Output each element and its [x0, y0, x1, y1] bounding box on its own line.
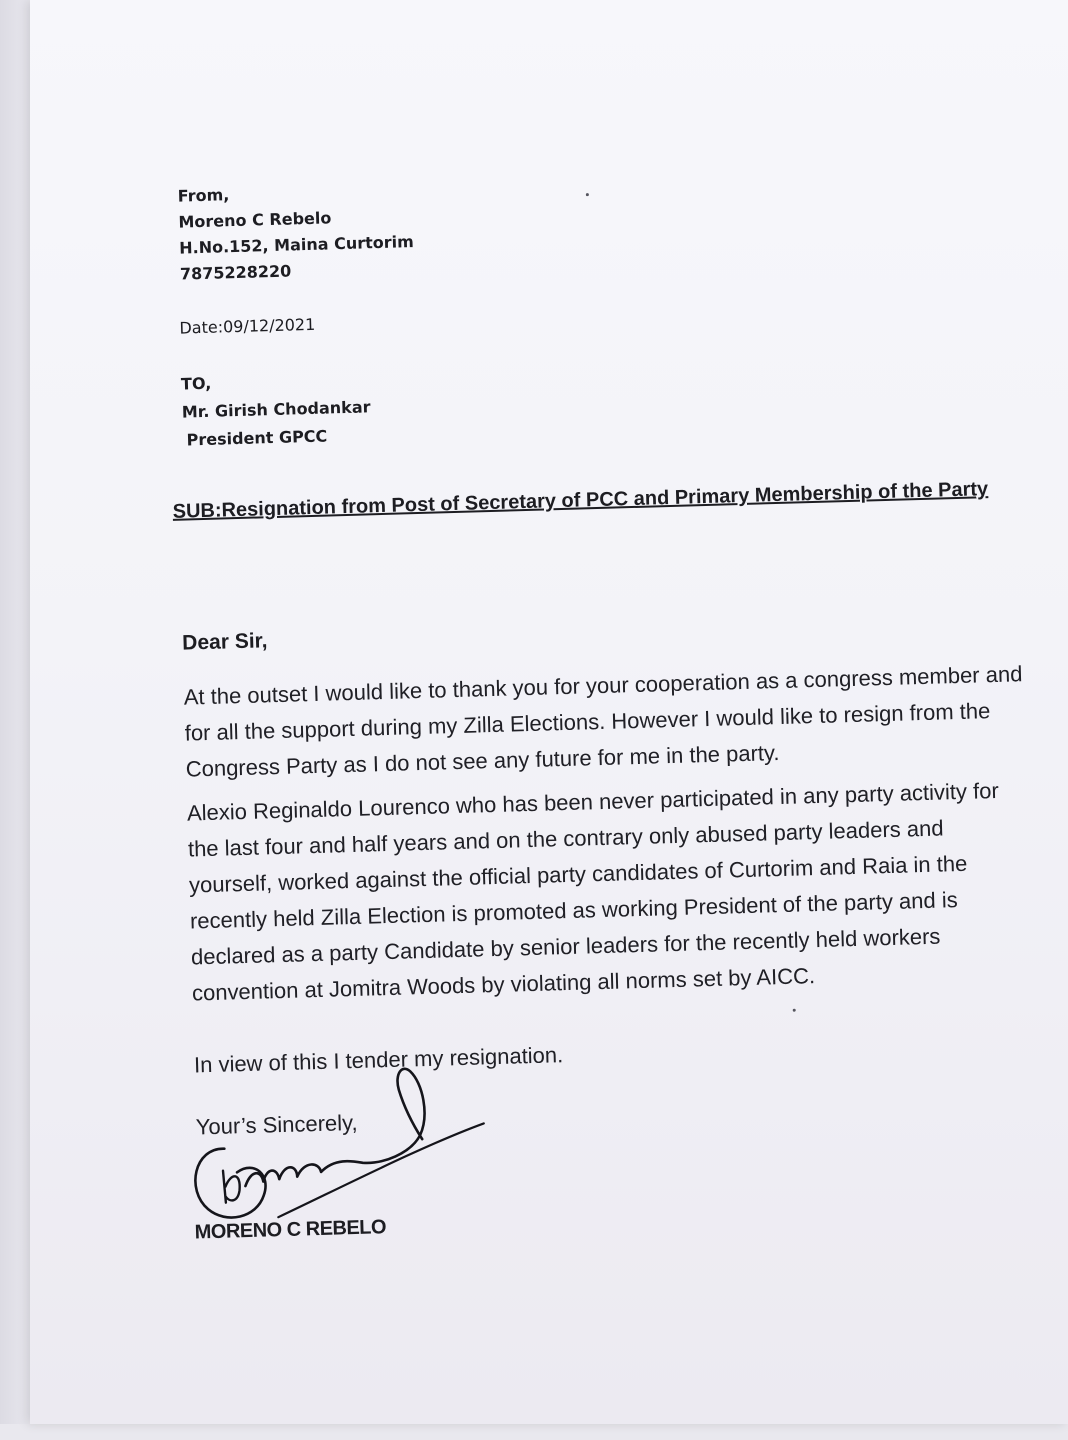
- to-label: TO,: [180, 373, 212, 394]
- paragraph-resignation: In view of this I tender my resignation.: [193, 1042, 564, 1078]
- paragraph-thanks: At the outset I would like to thank you for your cooperation as a congress member and for all the support during my Zilla Elections. However I would like to resign from the Congress Party as I do not see any future for me in the party.: [183, 661, 1023, 782]
- subject-line: SUB:Resignation from Post of Secretary of PCC and Primary Membership of the Party: [172, 478, 989, 523]
- recipient-title: President GPCC: [186, 426, 328, 450]
- letter-date: Date:09/12/2021: [179, 314, 316, 338]
- sender-phone: 7875228220: [179, 261, 292, 284]
- sender-name: Moreno C Rebelo: [178, 208, 332, 232]
- from-label: From,: [177, 185, 230, 206]
- handwritten-signature: [182, 1061, 497, 1240]
- closing: Your’s Sincerely,: [195, 1109, 358, 1140]
- signatory-name: MORENO C REBELO: [194, 1216, 387, 1244]
- paper-speck: [793, 1009, 796, 1012]
- paragraph-complaint: Alexio Reginaldo Lourenco who has been never participated in any party activity for the last four and half years and on the contrary only abused party leaders and yourself, worked against the official party candidates of Curtorim and Raia in the recently held Zilla Election is promoted as working President of the party and is declared as a party Candidate by senior leaders for the recently held workers convention at Jomitra Woods by violating all norms set by AICC.: [186, 777, 1000, 1006]
- paper-speck: [586, 193, 589, 196]
- sender-address: H.No.152, Maina Curtorim: [178, 232, 415, 258]
- salutation: Dear Sir,: [181, 629, 268, 655]
- recipient-name: Mr. Girish Chodankar: [181, 397, 371, 422]
